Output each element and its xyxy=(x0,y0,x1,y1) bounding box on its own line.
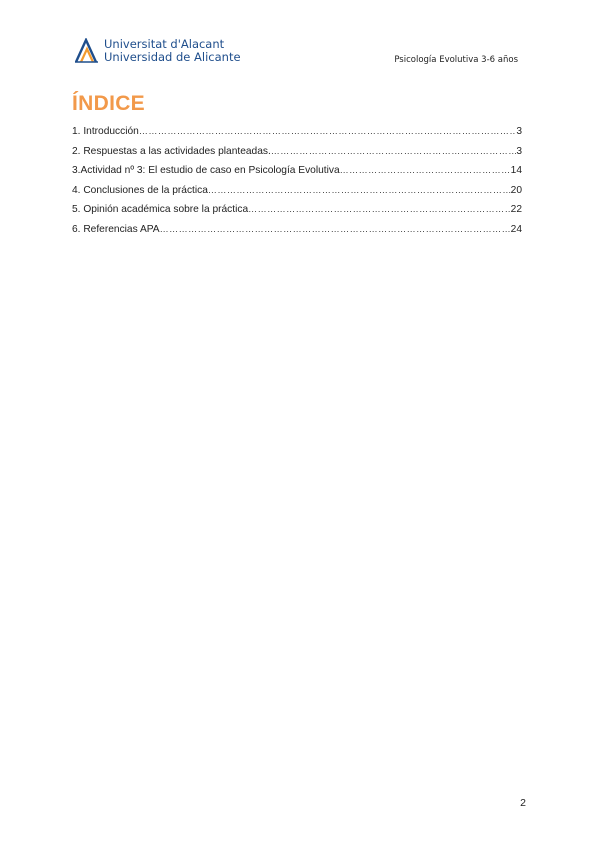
table-of-contents xyxy=(72,126,522,243)
toc-leader-dots xyxy=(160,224,511,234)
toc-entry-page: 14 xyxy=(510,165,522,176)
toc-entry-label: 4. Conclusiones de la práctica xyxy=(72,184,208,196)
toc-leader-dots xyxy=(271,146,517,156)
toc-entry[interactable] xyxy=(72,146,522,166)
toc-leader-dots xyxy=(208,185,511,195)
toc-leader-dots xyxy=(248,204,511,214)
toc-entry[interactable] xyxy=(72,204,522,224)
toc-entry-page: 3 xyxy=(516,126,522,137)
toc-entry-label: 6. Referencias APA xyxy=(72,223,160,235)
toc-entry-page: 24 xyxy=(510,223,522,235)
toc-entry-label: 5. Opinión académica sobre la práctica xyxy=(72,204,249,215)
university-logo xyxy=(74,37,241,66)
university-logo-icon xyxy=(74,38,100,64)
toc-leader-dots xyxy=(139,126,517,136)
logo-line-1: Universitat d'Alacant xyxy=(104,37,225,51)
university-logo-text xyxy=(104,38,241,64)
toc-entry[interactable] xyxy=(72,185,522,205)
toc-entry-page: 20 xyxy=(510,184,522,196)
toc-entry-label: 1. Introducción xyxy=(72,126,139,137)
toc-entry[interactable] xyxy=(72,126,522,146)
toc-entry[interactable] xyxy=(72,224,522,244)
page-number: 2 xyxy=(520,797,526,809)
toc-entry-page: 3 xyxy=(516,145,522,157)
running-header: Psicología Evolutiva 3-6 años xyxy=(394,55,518,65)
toc-entry[interactable] xyxy=(72,165,522,185)
logo-line-2: Universidad de Alicante xyxy=(104,50,241,64)
page-title: ÍNDICE xyxy=(72,92,145,115)
toc-leader-dots xyxy=(340,165,511,175)
toc-entry-page: 22 xyxy=(510,204,522,215)
toc-entry-label: 2. Respuestas a las actividades planteadas. xyxy=(72,145,271,157)
toc-entry-label: 3.Actividad nº 3: El estudio de caso en Psicología Evolutiva xyxy=(72,165,340,176)
